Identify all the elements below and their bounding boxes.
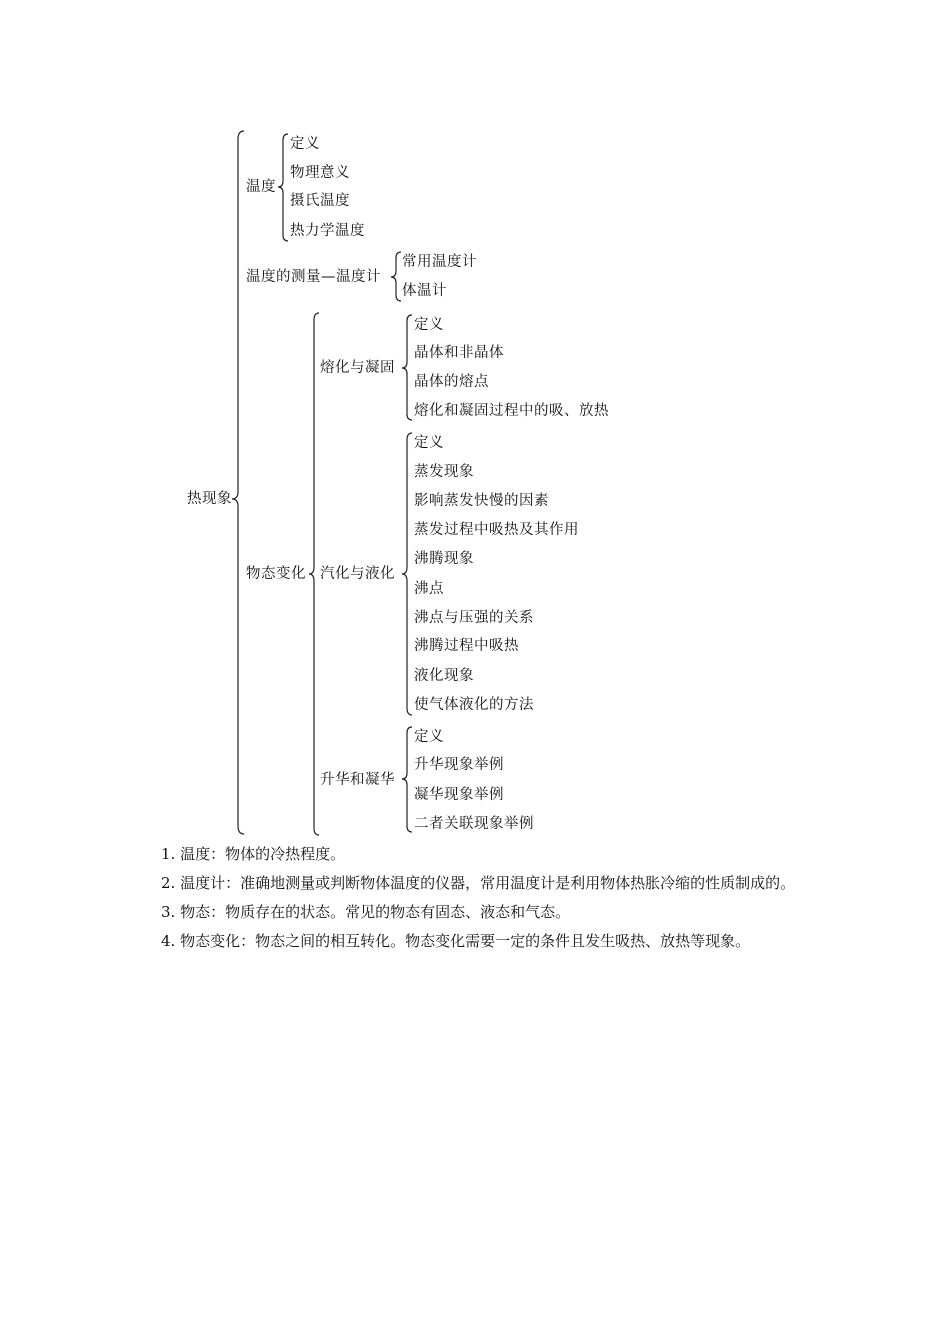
melt-label: 熔化与凝固 bbox=[320, 360, 395, 376]
vapor-item: 沸点 bbox=[414, 581, 444, 597]
definition-paragraph: 2. 温度计：准确地测量或判断物体温度的仪器，常用温度计是利用物体热胀冷缩的性质制成的。 bbox=[161, 874, 796, 892]
temp-item: 定义 bbox=[290, 136, 320, 152]
subl-item: 凝华现象举例 bbox=[414, 787, 504, 803]
temp-item: 摄氏温度 bbox=[290, 193, 350, 209]
measure-item: 常用温度计 bbox=[402, 254, 477, 270]
vapor-item: 使气体液化的方法 bbox=[414, 697, 534, 713]
definition-paragraph: 1. 温度：物体的冷热程度。 bbox=[161, 845, 346, 863]
vapor-brace bbox=[402, 433, 412, 715]
subl-item: 升华现象举例 bbox=[414, 757, 504, 773]
definition-paragraph: 4. 物态变化：物态之间的相互转化。物态变化需要一定的条件且发生吸热、放热等现象。 bbox=[161, 932, 751, 950]
vapor-item: 影响蒸发快慢的因素 bbox=[414, 493, 549, 509]
vapor-item: 沸腾过程中吸热 bbox=[414, 638, 519, 654]
vapor-item: 沸点与压强的关系 bbox=[414, 610, 534, 626]
melt-brace bbox=[402, 315, 412, 420]
vapor-label: 汽化与液化 bbox=[320, 566, 395, 582]
measure-label: 温度的测量—温度计 bbox=[246, 269, 381, 285]
temp-item: 物理意义 bbox=[290, 165, 350, 181]
definitions bbox=[145, 840, 825, 956]
subl-item: 定义 bbox=[414, 729, 444, 745]
temp-item: 热力学温度 bbox=[290, 223, 365, 239]
definition-paragraph: 3. 物态：物质存在的状态。常见的物态有固态、液态和气态。 bbox=[161, 903, 571, 921]
measure-item: 体温计 bbox=[402, 283, 447, 299]
melt-item: 晶体的熔点 bbox=[414, 374, 489, 390]
vapor-item: 蒸发现象 bbox=[414, 464, 474, 480]
main-brace bbox=[232, 131, 244, 834]
vapor-item: 液化现象 bbox=[414, 668, 474, 684]
measure-brace bbox=[391, 252, 401, 301]
subl-brace bbox=[402, 727, 412, 832]
subl-item: 二者关联现象举例 bbox=[414, 816, 534, 832]
change-brace bbox=[309, 313, 319, 835]
melt-item: 熔化和凝固过程中的吸、放热 bbox=[414, 403, 609, 419]
subl-label: 升华和凝华 bbox=[320, 772, 395, 788]
temp-brace bbox=[278, 134, 288, 241]
change-label: 物态变化 bbox=[246, 566, 306, 582]
melt-item: 晶体和非晶体 bbox=[414, 345, 504, 361]
root-label: 热现象 bbox=[187, 491, 232, 507]
vapor-item: 蒸发过程中吸热及其作用 bbox=[414, 522, 579, 538]
vapor-item: 沸腾现象 bbox=[414, 551, 474, 567]
melt-item: 定义 bbox=[414, 317, 444, 333]
vapor-item: 定义 bbox=[414, 435, 444, 451]
temp-label: 温度 bbox=[246, 179, 276, 195]
